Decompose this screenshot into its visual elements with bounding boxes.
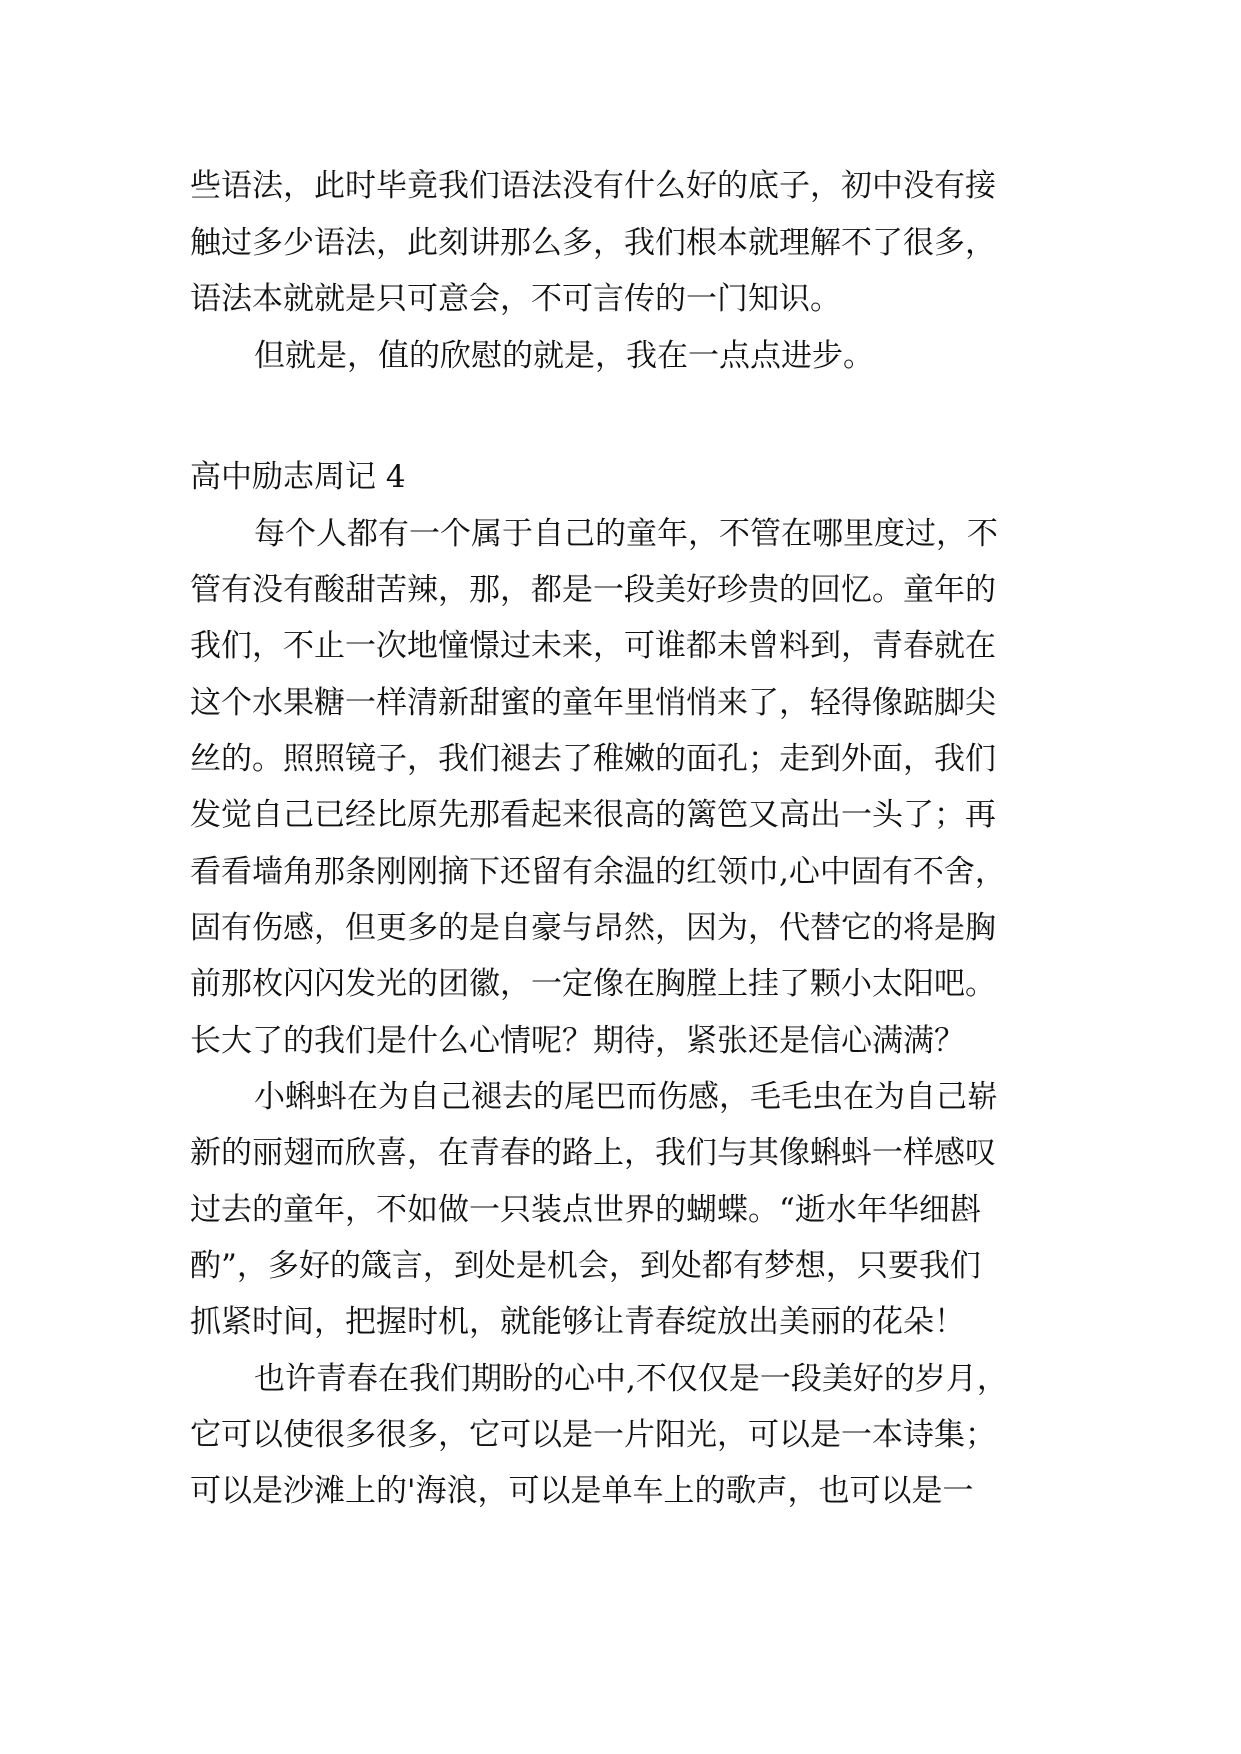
body-text-line: 也许青春在我们期盼的心中,不仅仅是一段美好的岁月，: [254, 1361, 1008, 1397]
body-text-line: 看看墙角那条刚刚摘下还留有余温的红领巾,心中固有不舍，: [190, 854, 1006, 890]
body-text-line: 固有伤感，但更多的是自豪与昂然，因为，代替它的将是胸: [190, 910, 996, 946]
body-text-line: 每个人都有一个属于自己的童年，不管在哪里度过，不: [254, 516, 998, 552]
body-text-line: 这个水果糖一样清新甜蜜的童年里悄悄来了，轻得像踮脚尖: [190, 685, 996, 721]
section-heading: 高中励志周记 4: [190, 459, 406, 495]
body-text-line: 我们，不止一次地憧憬过未来，可谁都未曾料到，青春就在: [190, 628, 996, 664]
body-text-line: 发觉自己已经比原先那看起来很高的篱笆又高出一头了；再: [190, 797, 996, 833]
body-text-line: 前那枚闪闪发光的团徽，一定像在胸膛上挂了颗小太阳吧。: [190, 966, 996, 1002]
body-text-line: 长大了的我们是什么心情呢？期待，紧张还是信心满满？: [190, 1023, 965, 1059]
body-text-line: 过去的童年，不如做一只装点世界的蝴蝶。“逝水年华细斟: [190, 1192, 981, 1228]
body-text-line: 它可以使很多很多，它可以是一片阳光，可以是一本诗集；: [190, 1417, 996, 1453]
body-text-line: 管有没有酸甜苦辣，那，都是一段美好珍贵的回忆。童年的: [190, 572, 996, 608]
body-text-line: 抓紧时间，把握时机，就能够让青春绽放出美丽的花朵！: [190, 1304, 965, 1340]
body-text-line: 些语法，此时毕竟我们语法没有什么好的底子，初中没有接: [190, 168, 996, 204]
body-text-line: 可以是沙滩上的'海浪，可以是单车上的歌声，也可以是一: [190, 1473, 974, 1509]
body-text-line: 丝的。照照镜子，我们褪去了稚嫩的面孔；走到外面，我们: [190, 741, 996, 777]
body-text-line: 酌”，多好的箴言，到处是机会，到处都有梦想，只要我们: [190, 1248, 981, 1284]
body-text-line: 小蝌蚪在为自己褪去的尾巴而伤感，毛毛虫在为自己崭: [254, 1079, 998, 1115]
body-text-line: 触过多少语法，此刻讲那么多，我们根本就理解不了很多，: [190, 225, 996, 261]
body-text-line: 语法本就就是只可意会，不可言传的一门知识。: [190, 281, 841, 317]
body-text-line: 但就是，值的欣慰的就是，我在一点点进步。: [254, 338, 874, 374]
body-text-line: 新的丽翅而欣喜，在青春的路上，我们与其像蝌蚪一样感叹: [190, 1135, 996, 1171]
